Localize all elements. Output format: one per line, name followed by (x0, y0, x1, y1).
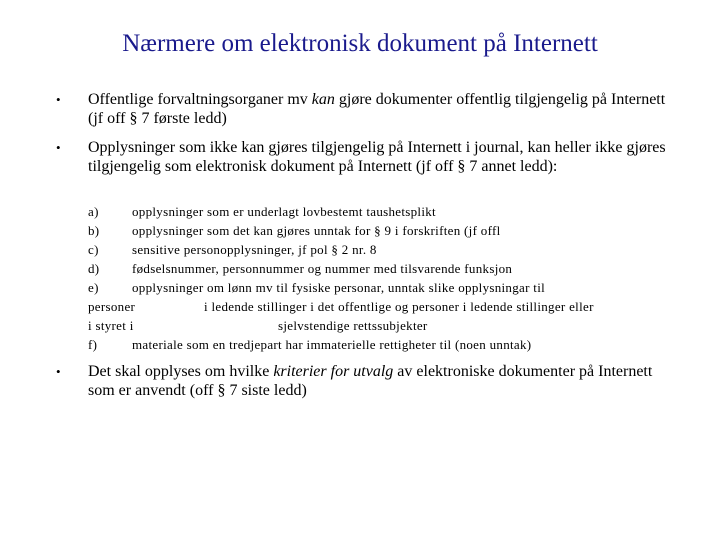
sub-list-item-d: d) fødselsnummer, personnummer og nummer med tilsvarende funksjon (88, 261, 513, 276)
sub-list-item-e-cont-2: i styret i sjelvstendige rettssubjekter (88, 318, 428, 333)
bullet-text: Offentlige forvaltningsorganer mv kan gjøre dokumenter offentlig tilgjengelig på Internett (jf off § 7 første ledd) (88, 91, 666, 127)
slide-title: Nærmere om elektronisk dokument på Internett (122, 30, 598, 57)
bullet-dot-icon: • (56, 364, 61, 379)
bullet-text: Det skal opplyses om hvilke kriterier for utvalg av elektroniske dokumenter på Internett som er anvendt (off § 7 siste ledd) (88, 363, 653, 399)
sub-list-item-f: f) materiale som en tredjepart har immaterielle rettigheter til (noen unntak) (88, 337, 532, 352)
bullet-dot-icon: • (56, 140, 61, 155)
sub-list-item-c: c) sensitive personopplysninger, jf pol § 2 nr. 8 (88, 242, 377, 257)
sub-list (88, 202, 668, 354)
sub-list-item-b: b) opplysninger som det kan gjøres unntak for § 9 i forskriften (jf offl (88, 223, 501, 238)
sub-list-item-a: a) opplysninger som er underlagt lovbestemt taushetsplikt (88, 204, 436, 219)
sub-list-item-e: e) opplysninger om lønn mv til fysiske personar, unntak slike opplysningar til (88, 280, 546, 295)
bullet-dot-icon: • (56, 92, 61, 107)
sub-list-item-e-cont-1: personer i ledende stillinger i det offentlige og personer i ledende stillinger eller (88, 299, 594, 314)
bullet-text: Opplysninger som ikke kan gjøres tilgjengelig på Internett i journal, kan heller ikke gjøres tilgjengelig som elektronisk dokument på Internett (jf off § 7 annet ledd): (88, 139, 666, 175)
